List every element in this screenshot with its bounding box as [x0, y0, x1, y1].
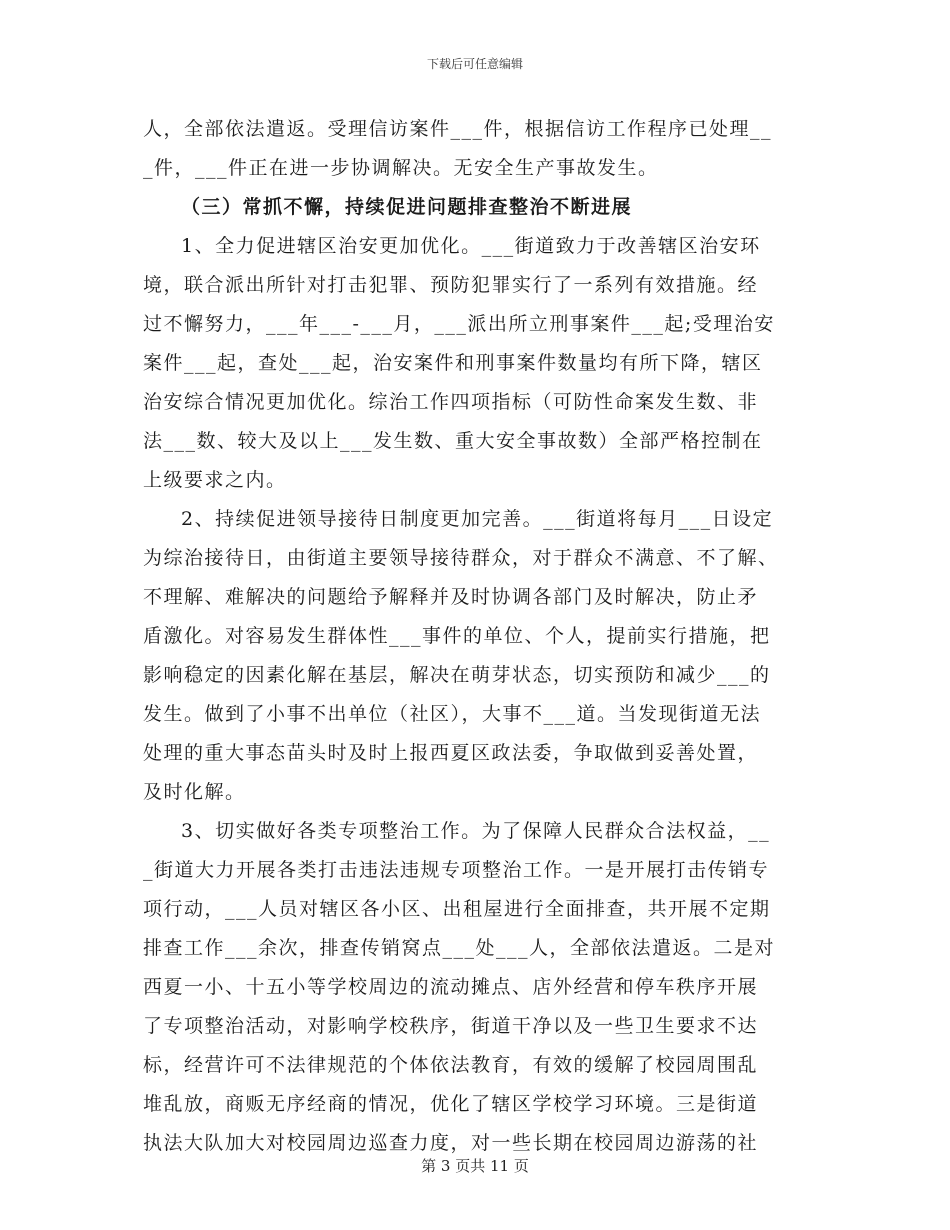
paragraph-line: 盾激化。对容易发生群体性___事件的单位、个人，提前实行措施，把: [143, 625, 771, 647]
paragraph-line: 3、切实做好各类专项整治工作。为了保障人民群众合法权益，__: [181, 820, 771, 842]
paragraph-line: 西夏一小、十五小等学校周边的流动摊点、店外经营和停车秩序开展: [143, 976, 759, 998]
paragraph-line: 堆乱放，商贩无序经商的情况，优化了辖区学校学习环境。三是街道: [143, 1093, 759, 1115]
section-heading: （三）常抓不懈，持续促进问题排查整治不断进展: [181, 196, 633, 218]
paragraph-line: 上级要求之内。: [143, 469, 287, 491]
paragraph-line: 1、全力促进辖区治安更加优化。___街道致力于改善辖区治安环: [181, 235, 761, 257]
paragraph-line: 处理的重大事态苗头时及时上报西夏区政法委，争取做到妥善处置，: [143, 742, 759, 764]
paragraph-line: 为综治接待日，由街道主要领导接待群众，对于群众不满意、不了解、: [143, 547, 779, 569]
paragraph-line: 了专项整治活动，对影响学校秩序，街道干净以及一些卫生要求不达: [143, 1015, 759, 1037]
paragraph-line: 排查工作___余次，排查传销窝点___处___人，全部依法遣返。二是对: [143, 937, 776, 959]
paragraph-line: 过不懈努力，___年___-___月，___派出所立刑事案件___起;受理治安: [143, 313, 775, 335]
paragraph-line: 发生。做到了小事不出单位（社区），大事不___道。当发现街道无法: [143, 703, 762, 725]
paragraph-line: 标，经营许可不法律规范的个体依法教育，有效的缓解了校园周围乱: [143, 1054, 759, 1076]
paragraph-line: 2、持续促进领导接待日制度更加完善。___街道将每月___日设定: [181, 508, 774, 530]
page-footer: 第 3 页共 11 页: [421, 1157, 529, 1175]
paragraph-line: 治安综合情况更加优化。综治工作四项指标（可防性命案发生数、非: [143, 391, 759, 413]
paragraph-line: _件，___件正在进一步协调解决。无安全生产事故发生。: [143, 157, 659, 179]
paragraph-line: 执法大队加大对校园周边巡查力度，对一些长期在校园周边游荡的社: [143, 1132, 759, 1154]
paragraph-line: 不理解、难解决的问题给予解释并及时协调各部门及时解决，防止矛: [143, 586, 759, 608]
document-body: [143, 110, 811, 1163]
paragraph-line: 影响稳定的因素化解在基层，解决在萌芽状态，切实预防和减少___的: [143, 664, 771, 686]
paragraph-line: 项行动，___人员对辖区各小区、出租屋进行全面排查，共开展不定期: [143, 898, 771, 920]
paragraph-line: 境，联合派出所针对打击犯罪、预防犯罪实行了一系列有效措施。经: [143, 274, 759, 296]
paragraph-line: 案件___起，查处___起，治安案件和刑事案件数量均有所下降，辖区: [143, 352, 763, 374]
paragraph-line: 人，全部依法遣返。受理信访案件___件，根据信访工作程序已处理__: [143, 118, 773, 140]
paragraph-line: _街道大力开展各类打击违法违规专项整治工作。一是开展打击传销专: [143, 859, 770, 881]
paragraph-line: 法___数、较大及以上___发生数、重大安全事故数）全部严格控制在: [143, 430, 763, 452]
page-header: 下载后可任意编辑: [426, 57, 523, 71]
paragraph-line: 及时化解。: [143, 781, 246, 803]
